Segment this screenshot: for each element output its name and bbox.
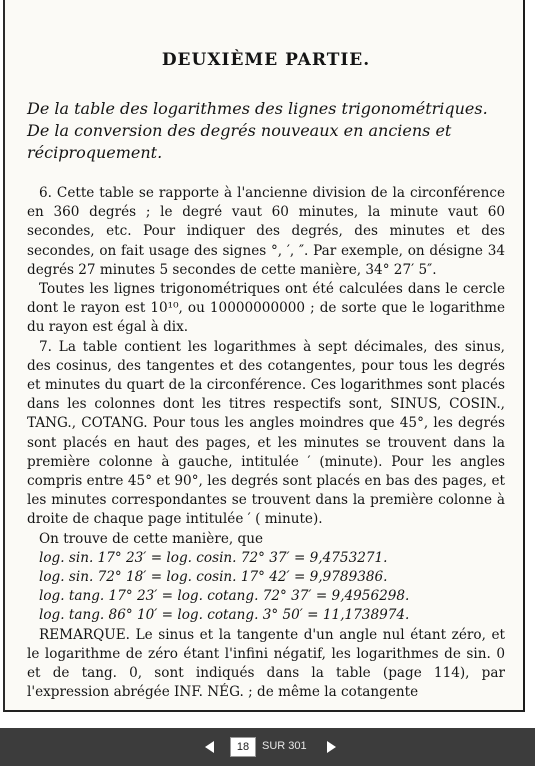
paragraph-1: 6. Cette table se rapporte à l'ancienne division de la circonférence en 360 degrés ; le degré vaut 60 minutes, la minute vaut 60 secondes, etc. Pour indiquer des degrés, des minutes et des secondes, on fait usage des signes °, ′, ″. Par exemple, on désigne 34 degrés 27 minutes 5 secondes de cette manière, 34° 27′ 5″. xyxy=(27,185,505,278)
paragraph-2: Toutes les lignes trigonométriques ont été calculées dans le cercle dont le rayon est 10¹⁰, ou 10000000000 ; de sorte que le logarithme du rayon est égal à dix. xyxy=(27,281,505,336)
part-heading: DEUXIÈME PARTIE. xyxy=(161,50,371,70)
page-number-input[interactable]: 18 xyxy=(230,737,256,757)
section-title: De la table des logarithmes des lignes trigonométriques. De la conversion des degrés nouveaux en anciens et réciproquement. xyxy=(27,99,488,162)
log-example-row: log. sin. 17° 23′ = log. cosin. 72° 37′ = 9,4753271. xyxy=(39,549,388,566)
log-example-row: log. sin. 72° 18′ = log. cosin. 17° 42′ = 9,9789386. xyxy=(39,569,388,586)
triangle-right-icon xyxy=(322,738,340,756)
paragraph-4: On trouve de cette manière, que xyxy=(39,530,264,547)
page-total-label: SUR 301 xyxy=(262,740,307,752)
previous-page-button[interactable] xyxy=(201,738,219,756)
log-example-row: log. tang. 86° 10′ = log. cotang. 3° 50′ = 11,1738974. xyxy=(39,607,410,624)
viewer-toolbar xyxy=(0,728,535,766)
log-example-row: log. tang. 17° 23′ = log. cotang. 72° 37′ = 9,4956298. xyxy=(39,588,410,605)
next-page-button[interactable] xyxy=(322,738,340,756)
scanned-page xyxy=(3,0,525,712)
triangle-left-icon xyxy=(201,738,219,756)
remark-paragraph: REMARQUE. Le sinus et la tangente d'un angle nul étant zéro, et le logarithme de zéro étant l'infini négatif, les logarithmes de sin. 0 et de tang. 0, sont indiqués dans la table (page 114), par l'expression abrégée INF. NÉG. ; de même la cotangente xyxy=(27,626,505,701)
log-examples xyxy=(27,549,505,626)
paragraph-3: 7. La table contient les logarithmes à sept décimales, des sinus, des cosinus, des tangentes et des cotangentes, pour tous les degrés et minutes du quart de la circonférence. Ces logarithmes sont placés dans les colonnes dont les titres respectifs sont, SINUS, COSIN., TANG., COTANG. Pour tous les angles moindres que 45°, les degrés sont placés en haut des pages, et les minutes se trouvent dans la première colonne à gauche, intitulée ′ (minute). Pour les angles compris entre 45° et 90°, les degrés sont placés en bas des pages, et les minutes correspondantes se trouvent dans la première colonne à droite de chaque page intitulée ′ ( minute). xyxy=(27,338,505,528)
page-content xyxy=(27,50,505,702)
